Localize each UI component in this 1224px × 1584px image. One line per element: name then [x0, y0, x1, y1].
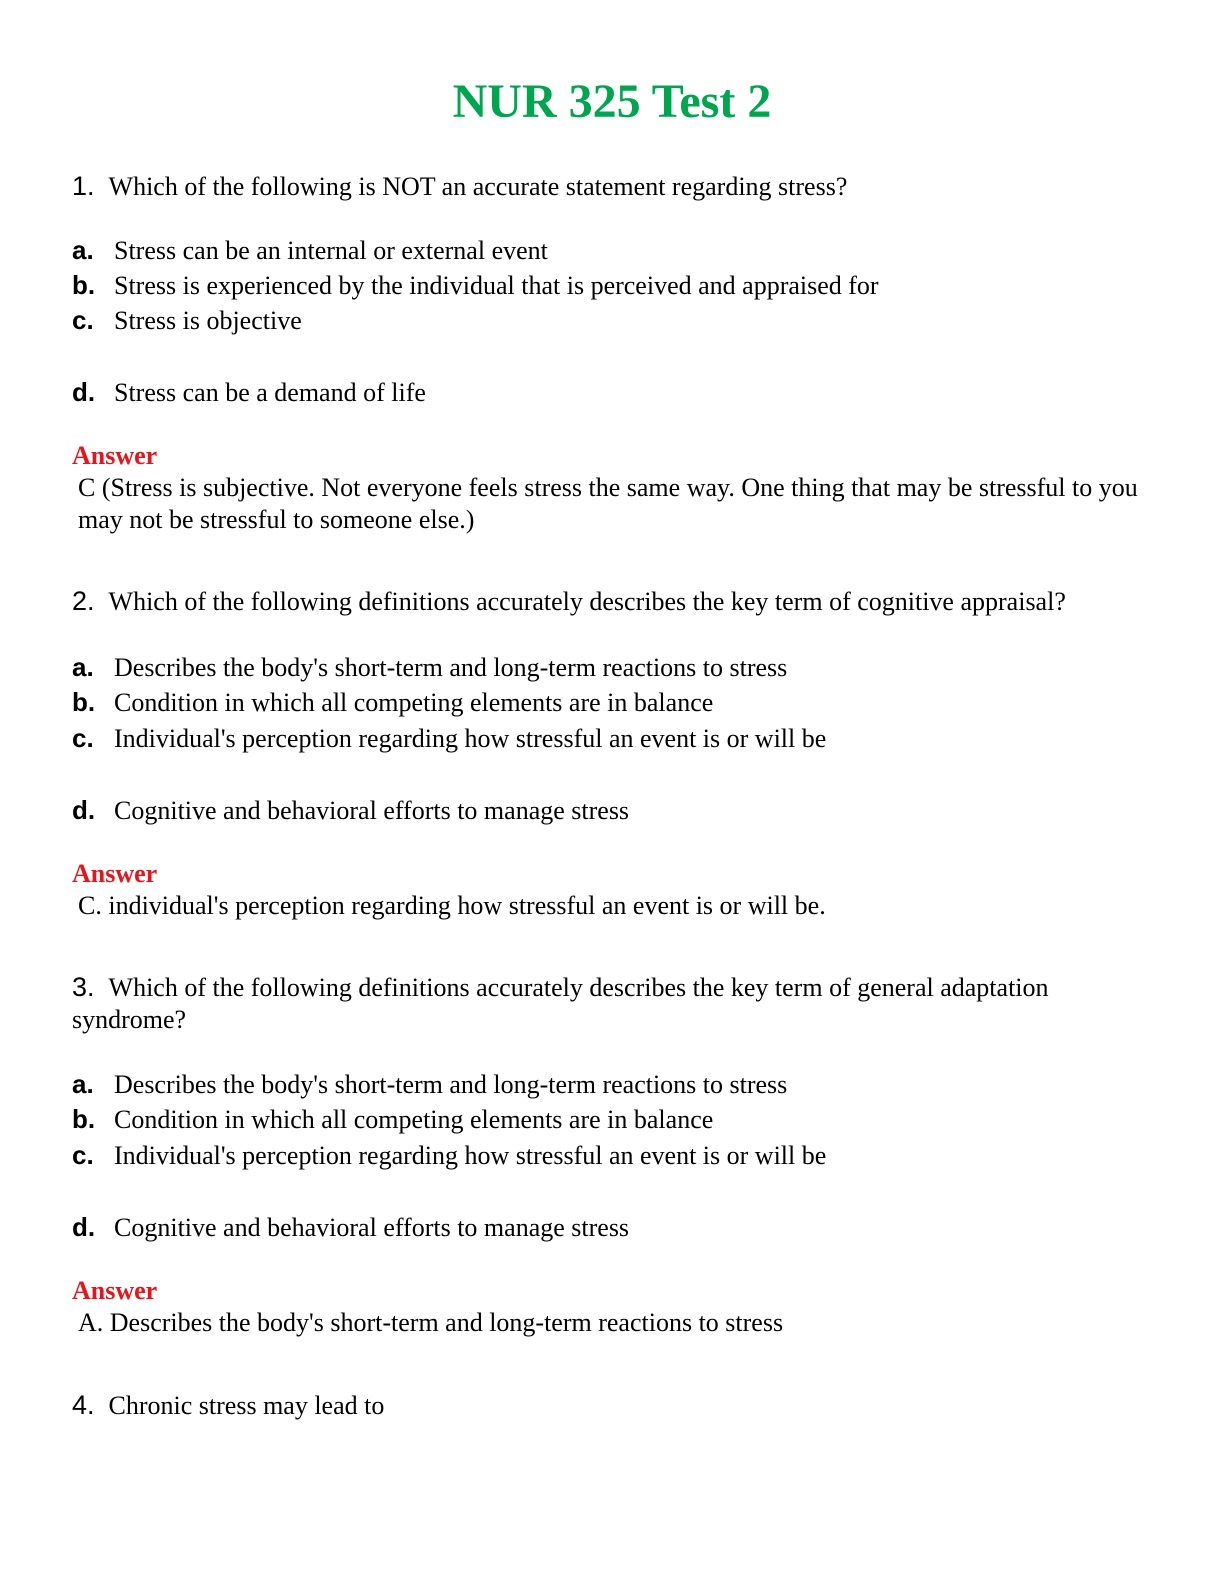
- question-3: [72, 971, 1152, 1036]
- question-text: Which of the following is NOT an accurate statement regarding stress?: [108, 172, 848, 201]
- question-number: 2.: [72, 586, 95, 616]
- page-title: NUR 325 Test 2: [452, 75, 772, 128]
- option-text: Stress is experienced by the individual that is perceived and appraised for: [114, 271, 879, 300]
- option-c: [72, 304, 302, 337]
- option-letter: b.: [72, 270, 96, 300]
- answer-text: C. individual's perception regarding how stressful an event is or will be.: [78, 891, 826, 920]
- option-letter: c.: [72, 305, 94, 335]
- option-letter: b.: [72, 687, 96, 717]
- option-text: Cognitive and behavioral efforts to manage stress: [114, 1213, 630, 1242]
- option-d: [72, 1211, 629, 1244]
- option-text: Describes the body's short-term and long-term reactions to stress: [114, 653, 788, 682]
- option-c: [72, 722, 826, 755]
- option-b: [72, 1103, 713, 1136]
- answer-label: Answer: [72, 859, 158, 888]
- option-letter: a.: [72, 1069, 94, 1099]
- option-letter: d.: [72, 377, 96, 407]
- option-letter: c.: [72, 1140, 94, 1170]
- option-a: [72, 651, 787, 684]
- answer-text: C (Stress is subjective. Not everyone feels stress the same way. One thing that may be stressful to you may not be stressful to someone else.): [78, 473, 1138, 534]
- option-letter: d.: [72, 1212, 96, 1242]
- option-text: Cognitive and behavioral efforts to manage stress: [114, 796, 630, 825]
- answer-text: A. Describes the body's short-term and long-term reactions to stress: [78, 1308, 784, 1337]
- option-a: [72, 234, 548, 267]
- option-text: Condition in which all competing elements are in balance: [114, 1105, 714, 1134]
- question-number: 3.: [72, 972, 95, 1002]
- option-d: [72, 794, 629, 827]
- question-text: Which of the following definitions accurately describes the key term of cognitive appraisal?: [108, 587, 1066, 616]
- option-letter: d.: [72, 795, 96, 825]
- question-text: Which of the following definitions accurately describes the key term of general adaptation syndrome?: [72, 973, 1049, 1034]
- question-2: [72, 585, 1066, 618]
- question-number: 1.: [72, 171, 95, 201]
- option-letter: a.: [72, 235, 94, 265]
- option-text: Stress is objective: [114, 306, 302, 335]
- option-letter: c.: [72, 723, 94, 753]
- answer-label: Answer: [72, 1276, 158, 1305]
- question-text: Chronic stress may lead to: [108, 1391, 385, 1420]
- answer-label: Answer: [72, 441, 158, 470]
- option-text: Condition in which all competing elements are in balance: [114, 688, 714, 717]
- option-a: [72, 1068, 787, 1101]
- option-d: [72, 376, 426, 409]
- question-1: [72, 170, 847, 203]
- option-letter: b.: [72, 1104, 96, 1134]
- question-number: 4.: [72, 1390, 95, 1420]
- option-text: Individual's perception regarding how stressful an event is or will be: [114, 1141, 827, 1170]
- question-4: [72, 1389, 384, 1422]
- option-b: [72, 269, 879, 302]
- option-text: Individual's perception regarding how stressful an event is or will be: [114, 724, 827, 753]
- option-text: Describes the body's short-term and long-term reactions to stress: [114, 1070, 788, 1099]
- option-letter: a.: [72, 652, 94, 682]
- option-b: [72, 686, 713, 719]
- option-c: [72, 1139, 826, 1172]
- option-text: Stress can be an internal or external event: [114, 236, 548, 265]
- option-text: Stress can be a demand of life: [114, 378, 426, 407]
